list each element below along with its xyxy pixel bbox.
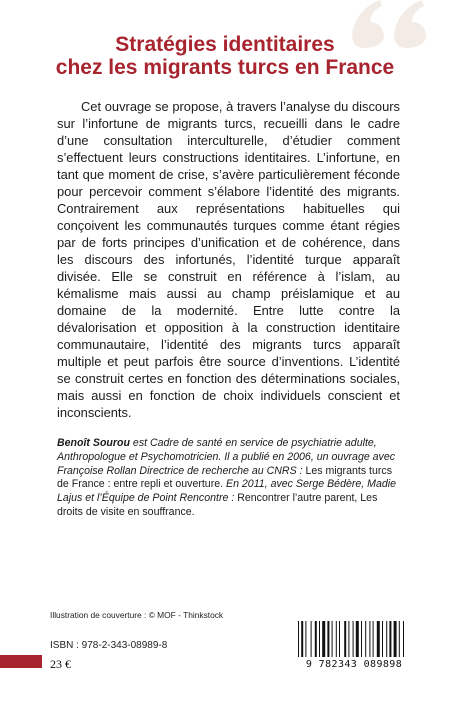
bio-text-2: En 2011, avec Serge Bédère, Madie Lajus et l’Équipe de Point Rencontre :: [57, 478, 397, 505]
bio-text-1: est Cadre de santé en service de psychiatrie adulte, Anthropologue et Psychomotricien. Il a publié en 2006, un ouvrage avec Françoise Rollan Directrice de recherche au CNRS :: [57, 437, 396, 477]
bio-work-2: Rencontrer l’autre parent, Les droits de visite en souffrance.: [57, 492, 378, 518]
price-label: 23 €: [50, 657, 71, 671]
author-bio: [57, 437, 400, 520]
book-title-line-2: chez les migrants turcs en France: [55, 56, 395, 79]
barcode-icon: [296, 621, 414, 657]
bio-work-1: Les migrants turcs de France : entre repli et ouverture.: [57, 464, 393, 491]
price-accent-bar: [0, 655, 42, 668]
author-name: Benoît Sourou: [57, 437, 130, 449]
isbn-label: ISBN : 978-2-343-08989-8: [50, 640, 168, 651]
book-title-line-1: Stratégies identitaires: [115, 33, 335, 56]
barcode-digits: 9 782343 089898: [305, 659, 403, 670]
book-title: [0, 33, 450, 79]
book-summary: Cet ouvrage se propose, à travers l’analyse du discours sur l’infortune de migrants turcs, recueilli dans le cadre d’une consultation interculturelle, d’étudier comment s’effectuent leurs constructions identitaires. L’infortune, en tant que moment de crise, s’avère particulièrement féconde pour percevoir comment s’élabore l’identité des migrants. Contrairement aux représentations habituelles qui conçoivent les communautés turques comme étant régies par de forts principes d’unification et de cohérence, dans les discours des infortunés, l’identité turque apparaît divisée. Elle se construit en référence à l’islam, au kémalisme mais aussi au champ préislamique et au domaine de la modernité. Entre lutte contre la dévalorisation et opposition à la construction identitaire communautaire, l’identité des migrants turcs apparaît multiple et peut parfois être source d’inventions. L’identité se construit certes en fonction des déterminations sociales, mais aussi en fonction de choix individuels conscient et inconscients.: [57, 99, 400, 420]
cover-credit: Illustration de couverture : © MOF - Thinkstock: [50, 610, 224, 620]
